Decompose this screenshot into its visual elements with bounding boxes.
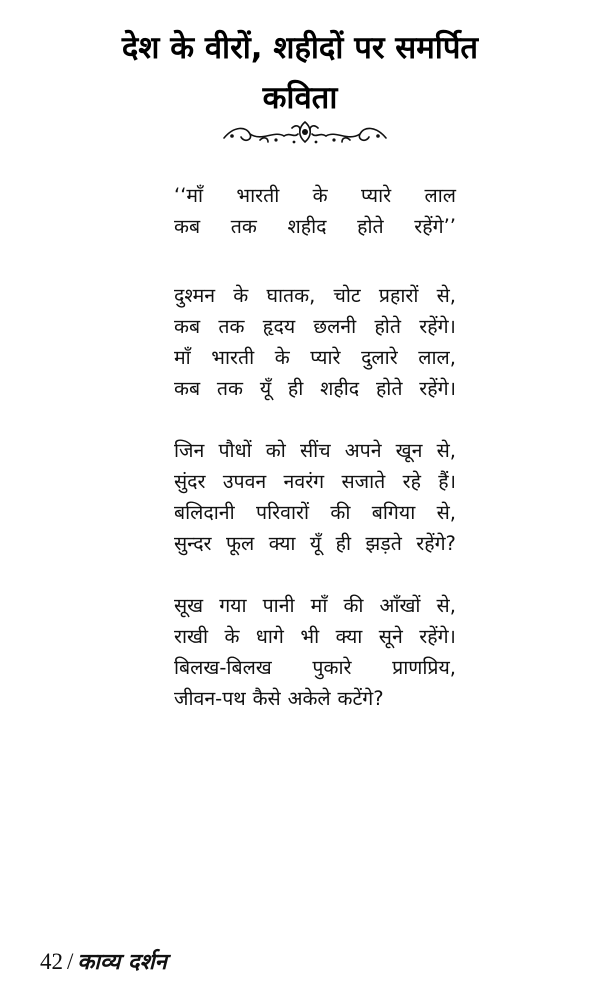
poem-line bbox=[174, 373, 456, 404]
poem-word: सुंदर bbox=[174, 470, 206, 493]
poem-word: आँखों bbox=[379, 594, 421, 617]
poem-word: माँ bbox=[174, 346, 191, 369]
stanza bbox=[174, 280, 456, 404]
poem-word: ही bbox=[287, 377, 304, 400]
poem-line bbox=[174, 497, 456, 528]
poem-word: राखी bbox=[174, 625, 209, 648]
poem-line bbox=[174, 180, 456, 211]
poem-word: ही bbox=[335, 532, 352, 555]
footer-separator: / bbox=[67, 949, 74, 974]
poem-word: बगिया bbox=[371, 501, 416, 524]
poem-word: यूँ bbox=[259, 377, 272, 400]
poem-word: कब bbox=[174, 377, 201, 400]
poem-word: कटेंगे? bbox=[337, 687, 384, 710]
poem-word: अपने bbox=[344, 439, 382, 462]
poem-line bbox=[174, 211, 456, 242]
poem-word: सूख bbox=[174, 594, 204, 617]
poem-word: अकेले bbox=[287, 687, 331, 710]
poem-word: की bbox=[343, 594, 364, 617]
poem-word: प्रहारों bbox=[378, 284, 419, 307]
poem-word: बिलख-बिलख bbox=[174, 656, 272, 679]
poem-word: रहेंगे। bbox=[419, 625, 456, 648]
poem-word: होते bbox=[375, 377, 403, 400]
poem-word: जीवन-पथ bbox=[174, 687, 246, 710]
poem-word: कैसे bbox=[252, 687, 281, 710]
poem-word: सजाते bbox=[341, 470, 386, 493]
poem-line bbox=[174, 466, 456, 497]
poem-word: रहेंगे। bbox=[419, 377, 456, 400]
poem-word: रहेंगे? bbox=[416, 532, 456, 555]
poem-word: लाल bbox=[424, 184, 456, 207]
poem-word: जिन bbox=[174, 439, 205, 462]
poem-word: से, bbox=[436, 501, 456, 524]
poem-word: तक bbox=[216, 377, 244, 400]
poem-word: धागे bbox=[255, 625, 284, 648]
poem-word: से, bbox=[436, 594, 456, 617]
poem-line bbox=[174, 621, 456, 652]
poem-line bbox=[174, 342, 456, 373]
poem-word: तक bbox=[218, 315, 245, 338]
poem-word: छलनी bbox=[313, 315, 357, 338]
page-number: 42 bbox=[40, 949, 63, 974]
poem-word: प्राणप्रिय, bbox=[392, 656, 456, 679]
poem-line bbox=[174, 590, 456, 621]
poem-word: कब bbox=[174, 215, 201, 238]
page-footer bbox=[40, 946, 167, 976]
poem-word: हैं। bbox=[438, 470, 456, 493]
poem-word: पौधों bbox=[218, 439, 252, 462]
poem-word: दुश्मन bbox=[174, 284, 216, 307]
poem-word: फूल bbox=[225, 532, 255, 555]
poem-word: यूँ bbox=[309, 532, 322, 555]
poem-word: परिवारों bbox=[256, 501, 310, 524]
poem-word: लाल, bbox=[418, 346, 456, 369]
poem-word: नवरंग bbox=[283, 470, 325, 493]
stanza bbox=[174, 590, 456, 714]
book-title: काव्य दर्शन bbox=[77, 950, 167, 975]
poem-word: प्यारे bbox=[310, 346, 341, 369]
poem-word: रहेंगे’’ bbox=[414, 215, 456, 238]
stanza bbox=[174, 180, 456, 242]
poem-word: भी bbox=[300, 625, 320, 648]
poem-word: सुन्दर bbox=[174, 532, 212, 555]
page-title: देश के वीरों, शहीदों पर समर्पित bbox=[121, 30, 479, 66]
poem-word: दुलारे bbox=[361, 346, 398, 369]
poem-word: भारती bbox=[211, 346, 255, 369]
poem-word: पुकारे bbox=[312, 656, 352, 679]
poem-word: के bbox=[224, 625, 240, 648]
poem-word: होते bbox=[374, 315, 401, 338]
poem-line bbox=[174, 435, 456, 466]
poem-word: ‘‘माँ bbox=[174, 184, 204, 207]
poem-word: के bbox=[274, 346, 290, 369]
poem-word: पानी bbox=[262, 594, 295, 617]
poem-word: घातक, bbox=[266, 284, 316, 307]
poem-word: के bbox=[233, 284, 249, 307]
poem-word: सींच bbox=[299, 439, 331, 462]
poem-word: हृदय bbox=[262, 315, 296, 338]
poem-word: गया bbox=[219, 594, 247, 617]
poem-word: प्यारे bbox=[360, 184, 392, 207]
poem-line bbox=[174, 652, 456, 683]
poem-word: से, bbox=[436, 284, 456, 307]
poem-word: क्या bbox=[335, 625, 363, 648]
poem-word: क्या bbox=[268, 532, 296, 555]
poem-word: सूने bbox=[378, 625, 403, 648]
poem-word: की bbox=[330, 501, 351, 524]
poem-word: भारती bbox=[236, 184, 280, 207]
poem-word: रहेंगे। bbox=[419, 315, 456, 338]
poem-word: होते bbox=[357, 215, 384, 238]
poem-word: कब bbox=[174, 315, 201, 338]
floral-divider-icon bbox=[220, 118, 390, 148]
poem-word: खून bbox=[395, 439, 423, 462]
poem-word: माँ bbox=[310, 594, 328, 617]
poem-line bbox=[174, 280, 456, 311]
poem-word: शहीद bbox=[320, 377, 360, 400]
poem-word: तक bbox=[230, 215, 257, 238]
poem-line bbox=[174, 528, 456, 559]
poem-line bbox=[174, 683, 456, 714]
poem-word: के bbox=[312, 184, 328, 207]
poem-word: शहीद bbox=[287, 215, 327, 238]
poem-word: से, bbox=[436, 439, 456, 462]
poem-line bbox=[174, 311, 456, 342]
poem-word: उपवन bbox=[222, 470, 267, 493]
poem-word: को bbox=[265, 439, 286, 462]
poem-word: बलिदानी bbox=[174, 501, 235, 524]
page-subtitle: कविता bbox=[262, 80, 338, 116]
stanza bbox=[174, 435, 456, 559]
poem-word: झड़ते bbox=[365, 532, 402, 555]
poem-word: रहे bbox=[402, 470, 421, 493]
poem-word: चोट bbox=[333, 284, 361, 307]
